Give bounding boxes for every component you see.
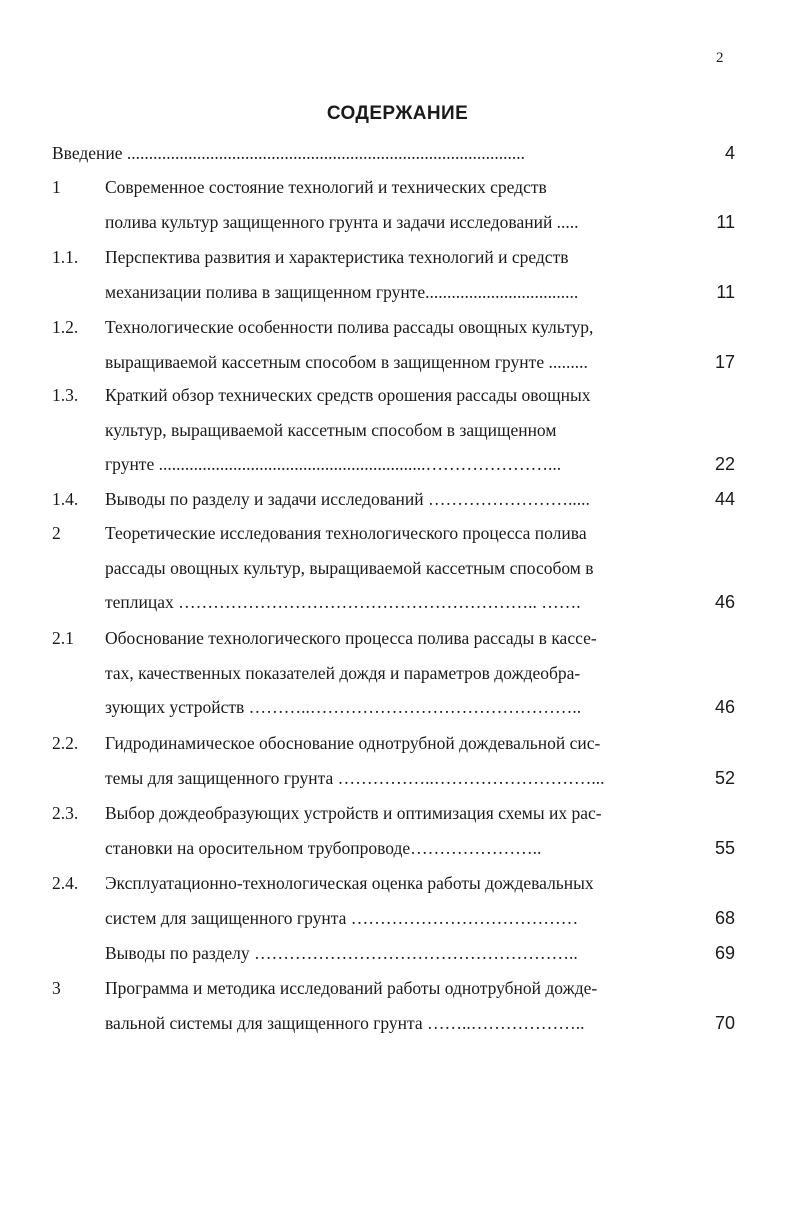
toc-entry-text: становки на оросительном трубопроводе………………….. [105,837,542,858]
toc-entry-text: вальной системы для защищенного грунта ……..……………….. [105,1012,585,1033]
toc-entry-text: грунте .............................................................…………………... [105,454,562,474]
toc-entry-text: Обоснование технологического процесса полива рассады в кассе- [105,628,597,648]
toc-entry-text: темы для защищенного грунта ……………..………………………... [105,767,605,788]
toc-entry-page: 4 [724,143,735,163]
page-number: 2 [716,50,724,66]
toc-title: СОДЕРЖАНИЕ [326,103,469,124]
toc-entry-text: теплицах …………………………………………………….. ……. [105,592,581,612]
toc-entry-text: Краткий обзор технических средств орошения рассады овощных [105,385,591,405]
toc-entry-number: 2.3. [52,803,79,823]
toc-entry-text: культур, выращиваемой кассетным способом в защищенном [105,419,557,440]
toc-entry-page: 46 [714,592,735,612]
toc-entry-text: выращиваемой кассетным способом в защищенном грунте ......... [105,351,588,372]
toc-entry-page: 44 [714,489,735,509]
toc-entry-text: Современное состояние технологий и технических средств [105,177,547,197]
toc-entry-text: Выводы по разделу и задачи исследований ……………………..... [105,489,590,509]
toc-entry-number: 2.1 [52,628,74,648]
toc-entry-text: механизации полива в защищенном грунте................................... [105,281,579,302]
toc-entry-text: зующих устройств ………..……………………………………….. [105,697,582,717]
toc-entry-page: 11 [716,211,735,232]
toc-entry-text: Гидродинамическое обоснование однотрубной дождевальной сис- [105,733,601,753]
toc-entry-text: рассады овощных культур, выращиваемой кассетным способом в [105,557,594,578]
toc-entry-text: Технологические особенности полива рассады овощных культур, [105,317,594,337]
toc-entry-page: 70 [714,1012,735,1033]
toc-entry-page: 11 [716,281,735,302]
toc-entry-number: 3 [52,978,61,998]
toc-entry-text: Перспектива развития и характеристика технологий и средств [105,247,569,267]
toc-entry-number: 1.1. [52,247,79,267]
toc-entry-page: 22 [714,454,735,474]
toc-entry-text: тах, качественных показателей дождя и параметров дождеобра- [105,662,581,683]
toc-entry-text: полива культур защищенного грунта и задачи исследований ..... [105,211,579,232]
toc-entry-page: 52 [714,767,735,788]
toc-entry-text: Выводы по разделу ……………………………………………….. [105,943,578,963]
toc-entry-text: Выбор дождеобразующих устройств и оптимизация схемы их рас- [105,803,602,823]
toc-entry-number: 2.4. [52,873,79,893]
toc-entry-text: Введение ........................................................................................... [52,143,526,163]
toc-entry-number: 2.2. [52,733,79,753]
toc-entry-number: 1 [52,177,61,197]
toc-entry-number: 1.3. [52,385,79,405]
toc-entry-text: Эксплуатационно-технологическая оценка работы дождевальных [105,873,594,893]
toc-entry-text: систем для защищенного грунта ………………………………… [105,907,579,928]
toc-entry-page: 17 [714,351,735,372]
toc-entry-page: 55 [714,837,735,858]
toc-entry-page: 46 [714,697,735,717]
toc-entry-number: 1.2. [52,317,79,337]
toc-entry-text: Теоретические исследования технологического процесса полива [105,523,587,543]
toc-entry-text: Программа и методика исследований работы однотрубной дожде- [105,978,598,998]
toc-entry-page: 69 [714,943,735,963]
toc-entry-number: 2 [52,523,61,543]
toc-entry-page: 68 [714,907,735,928]
toc-entry-number: 1.4. [52,489,79,509]
